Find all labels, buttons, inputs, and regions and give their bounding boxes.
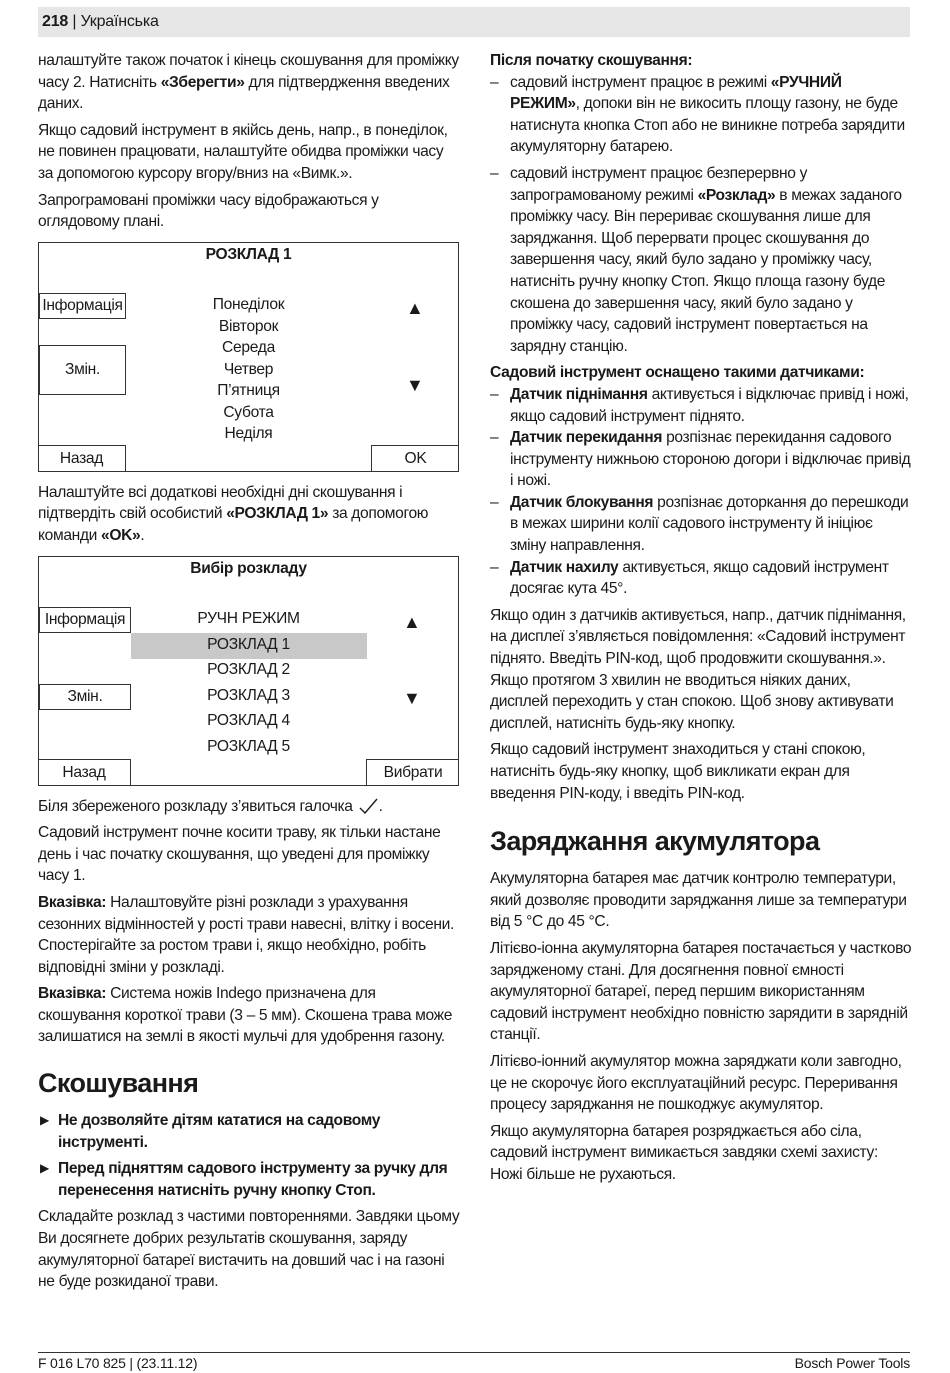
day-item: Вівторок bbox=[218, 317, 279, 335]
paragraph: Літієво-іонний акумулятор можна заряджати коли завгодно, це не скорочує його експлуатаційний ресурс. Переривання процесу заряджання не пошкоджує акумулятор. bbox=[490, 1052, 902, 1114]
paragraph: Складайте розклад з частими повтореннями. Завдяки цьому Ви досягнете добрих результатів скошування, заряду акумуляторної батареї вистачить на довший час і на газоні не буде розкиданої трави. bbox=[38, 1208, 460, 1291]
section-heading-charging: Заряджання акумулятора bbox=[490, 826, 820, 857]
list-item: – садовий інструмент працює в режимі «РУЧНИЙ РЕЖИМ», допоки він не викосить площу газону, не буде натиснута кнопка Стоп або не виникне потреба зарядити акумуляторну батарею. bbox=[490, 72, 912, 158]
page-number: 218 bbox=[42, 13, 69, 30]
header-bar bbox=[38, 7, 910, 37]
list-item: – садовий інструмент працює безперервно у запрограмованому режимі «Розклад» в межах заданого проміжку часу. Він перериває скошування лише для заряджання. Щоб перервати процес скошування до завершення часу, який було задано у проміжку часу, натисніть ручну кнопку Стоп. Якщо площа газону буде скошена до завершення часу, який було задано у проміжку часу, садовий інструмент повертається на зарядну станцію. bbox=[490, 163, 912, 357]
day-item: Неділя bbox=[224, 424, 273, 442]
ok-button[interactable]: OK bbox=[371, 445, 459, 472]
screen-title: РОЗКЛАД 1 bbox=[205, 245, 292, 263]
schedule-screen-1 bbox=[38, 242, 459, 472]
change-button[interactable]: Змін. bbox=[39, 345, 126, 395]
schedule-item[interactable]: РОЗКЛАД 2 bbox=[207, 660, 290, 678]
schedule-item-selected[interactable]: РОЗКЛАД 1 bbox=[207, 635, 290, 653]
back-button[interactable]: Назад bbox=[38, 445, 126, 472]
schedule-select-screen bbox=[38, 556, 459, 786]
arrow-up-icon[interactable]: ▲ bbox=[403, 611, 421, 632]
paragraph: Літієво-іонна акумуляторна батарея постачається у частково зарядженому стані. Для досягнення повної ємності акумуляторної батареї, перед першим використанням садовий інструмент необхідно повністю зарядити в зарядній станції. bbox=[490, 939, 912, 1044]
list-item: – Датчик перекидання розпізнає перекидання садового інструменту нижньою стороною догори і відключає привід і ножі. bbox=[490, 427, 912, 492]
note-paragraph: Вказівка: Налаштовуйте різні розклади з урахування сезонних відмінностей у рості трави навесні, влітку і восени. Спостерігайте за ростом трави і, якщо необхідно, робіть відповідні зміни у розкладі. bbox=[38, 893, 454, 976]
screen-title: Вибір розкладу bbox=[190, 559, 307, 577]
schedule-item[interactable]: РОЗКЛАД 5 bbox=[207, 737, 290, 755]
arrow-down-icon[interactable]: ▼ bbox=[406, 374, 424, 395]
schedule-item[interactable]: РУЧН РЕЖИМ bbox=[197, 609, 300, 627]
info-button[interactable]: Інформація bbox=[39, 607, 131, 633]
paragraph: Якщо один з датчиків активується, напр., датчик піднімання, на дисплеї з’являється повідомлення: «Садовий інструмент піднято. Введіть PIN-код, щоб продовжити скошування.». Якщо протягом 3 хвилин не вводиться ніяких даних, дисплей переходить у стан спокою. Щоб знову активувати дисплей, натисніть будь-яку кнопку. bbox=[490, 606, 906, 732]
paragraph: налаштуйте також початок і кінець скошування для проміжку часу 2. Натисніть «Зберегти» для підтвердження введених даних. bbox=[38, 52, 459, 113]
warning-item: ▶ Не дозволяйте дітям кататися на садовому інструменті. bbox=[38, 1110, 460, 1153]
paragraph: Запрограмовані проміжки часу відображаються у оглядовому плані. bbox=[38, 191, 379, 231]
left-column bbox=[38, 50, 460, 1298]
section-heading-mowing: Скошування bbox=[38, 1068, 199, 1099]
warning-item: ▶ Перед підняттям садового інструменту за ручку для перенесення натисніть ручну кнопку Стоп. bbox=[38, 1158, 460, 1201]
footer-brand: Bosch Power Tools bbox=[794, 1355, 910, 1371]
checkmark-icon bbox=[357, 797, 379, 815]
paragraph: Біля збереженого розкладу з’явиться галочка . bbox=[38, 797, 383, 815]
day-item: Четвер bbox=[223, 360, 274, 378]
note-paragraph: Вказівка: Система ножів Indego призначена для скошування короткої трави (3 – 5 мм). Скошена трава може залишатися на землі в якості мульчі для удобрення газону. bbox=[38, 985, 453, 1046]
list-item: – Датчик блокування розпізнає доторкання до перешкоди в межах ширини колії садового інструменту й ініціює зміну направлення. bbox=[490, 492, 912, 557]
info-button[interactable]: Інформація bbox=[39, 293, 126, 319]
header-separator: | bbox=[68, 13, 81, 30]
footer-doc-code: F 016 L70 825 | (23.11.12) bbox=[38, 1355, 198, 1371]
back-button[interactable]: Назад bbox=[38, 759, 131, 786]
subheading: Після початку скошування: bbox=[490, 52, 693, 69]
arrow-up-icon[interactable]: ▲ bbox=[406, 297, 424, 318]
paragraph: Якщо акумуляторна батарея розряджається або сіла, садовий інструмент вимикається завдяки схемі захисту: Ножі більше не рухаються. bbox=[490, 1122, 878, 1183]
paragraph: Налаштуйте всі додаткові необхідні дні скошування і підтвердіть свій особистий «РОЗКЛАД 1» за допомогою команди «OK». bbox=[38, 483, 429, 544]
paragraph: Садовий інструмент почне косити траву, як тільки настане день і час початку скошування, що уведені для проміжку часу 1. bbox=[38, 824, 441, 885]
list-item: – Датчик піднімання активується і відключає привід і ножі, якщо садовий інструмент піднято. bbox=[490, 384, 912, 427]
day-item: Середа bbox=[222, 338, 275, 356]
paragraph: Якщо садовий інструмент в якійсь день, напр., в понеділок, не повинен працювати, налаштуйте обидва проміжки часу за допомогою курсору вгору/вниз на «Вимк.». bbox=[38, 121, 448, 182]
paragraph: Акумуляторна батарея має датчик контролю температури, який дозволяє проводити заряджання лише за температури від 5 °C до 45 °C. bbox=[490, 870, 907, 931]
footer-rule bbox=[38, 1352, 910, 1353]
arrow-down-icon[interactable]: ▼ bbox=[403, 687, 421, 708]
schedule-item[interactable]: РОЗКЛАД 4 bbox=[207, 711, 290, 729]
schedule-item[interactable]: РОЗКЛАД 3 bbox=[207, 686, 290, 704]
day-item: Понеділок bbox=[212, 295, 285, 313]
list-item: – Датчик нахилу активується, якщо садовий інструмент досягає кута 45°. bbox=[490, 557, 912, 600]
page-header bbox=[42, 12, 159, 32]
paragraph: Якщо садовий інструмент знаходиться у стані спокою, натисніть будь-яку кнопку, щоб викликати екран для введення PIN-коду, і введіть PIN-код. bbox=[490, 741, 866, 802]
select-button[interactable]: Вибрати bbox=[366, 759, 459, 786]
change-button[interactable]: Змін. bbox=[39, 684, 131, 710]
right-column bbox=[490, 50, 912, 1191]
subheading: Садовий інструмент оснащено такими датчиками: bbox=[490, 364, 865, 382]
header-language: Українська bbox=[80, 13, 159, 30]
day-item: Субота bbox=[223, 403, 274, 421]
day-item: П’ятниця bbox=[217, 381, 280, 399]
